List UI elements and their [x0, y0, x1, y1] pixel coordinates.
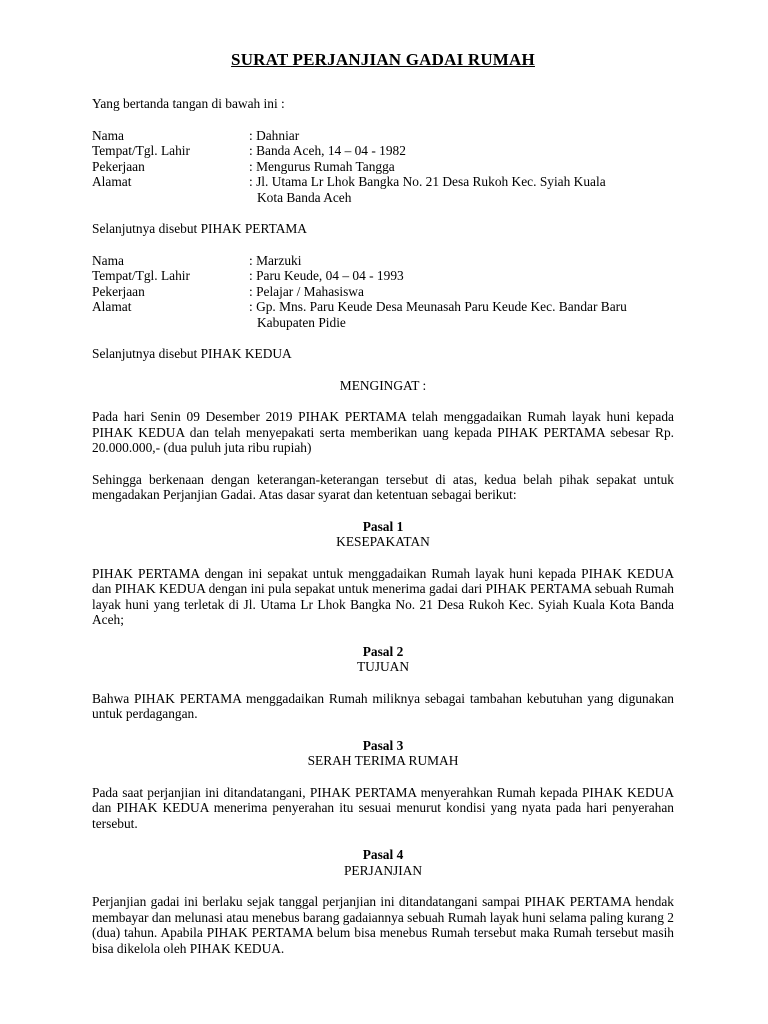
- party-two-address-row: [92, 299, 674, 330]
- document-page: [92, 50, 674, 956]
- pasal-section: [92, 644, 674, 722]
- party-one-job-row: [92, 159, 674, 175]
- pasal-section: [92, 519, 674, 628]
- address-line-2: Kota Banda Aceh: [257, 189, 352, 205]
- pasal-number: Pasal 2: [362, 643, 404, 659]
- field-label: Pekerjaan: [92, 158, 145, 174]
- party-two-name-row: [92, 253, 674, 269]
- pasal-heading: TUJUAN: [356, 659, 410, 674]
- pasal-heading: KESEPAKATAN: [336, 534, 430, 549]
- address-line-1: : Jl. Utama Lr Lhok Bangka No. 21 Desa Rukoh Kec. Syiah Kuala: [249, 174, 606, 189]
- address-line-1: : Gp. Mns. Paru Keude Desa Meunasah Paru Keude Kec. Bandar Baru: [249, 299, 627, 314]
- field-label: Alamat: [92, 174, 132, 189]
- party-one-birth-row: [92, 143, 674, 159]
- field-value: : Mengurus Rumah Tangga: [249, 158, 395, 174]
- mengingat-paragraph-2: Sehingga berkenaan dengan keterangan-keterangan tersebut di atas, kedua belah pihak sepakat untuk mengadakan Perjanjian Gadai. Atas dasar syarat dan ketentuan sebagai berikut:: [92, 471, 674, 502]
- field-value: : Marzuki: [249, 252, 302, 268]
- intro-text: Yang bertanda tangan di bawah ini :: [92, 96, 285, 111]
- document-title: SURAT PERJANJIAN GADAI RUMAH: [231, 50, 535, 69]
- pasal-number: Pasal 3: [362, 737, 404, 753]
- party-two-details: [92, 253, 674, 331]
- pasal-text: Perjanjian gadai ini berlaku sejak tanggal perjanjian ini ditandatangani sampai PIHAK PERTAMA hendak membayar dan melunasi atau menebus barang gadaiannya sebuah Rumah layak huni selama paling kurang 2 (dua) tahun. Apabila PIHAK PERTAMA belum bisa menebus Rumah tersebut maka Rumah tersebut masih bisa dikelola oleh PIHAK KEDUA.: [92, 894, 674, 956]
- address-line-2: Kabupaten Pidie: [257, 314, 346, 330]
- pasal-section: [92, 847, 674, 956]
- pasal-heading: PERJANJIAN: [343, 862, 423, 878]
- pasal-section: [92, 738, 674, 832]
- mengingat-heading: MENGINGAT :: [339, 377, 427, 393]
- field-value-wrap: [249, 299, 674, 330]
- party-one-details: [92, 128, 674, 206]
- party-one-referred: Selanjutnya disebut PIHAK PERTAMA: [92, 221, 307, 236]
- pasal-text: Bahwa PIHAK PERTAMA menggadaikan Rumah miliknya sebagai tambahan kebutuhan yang digunakan untuk perdagangan.: [92, 690, 674, 721]
- party-two-birth-row: [92, 268, 674, 284]
- pasal-number: Pasal 4: [362, 847, 404, 862]
- field-value-wrap: [249, 174, 674, 205]
- field-label: Nama: [92, 127, 124, 143]
- field-label: Pekerjaan: [92, 283, 145, 299]
- pasal-text: Pada saat perjanjian ini ditandatangani, PIHAK PERTAMA menyerahkan Rumah kepada PIHAK KEDUA dan PIHAK KEDUA menerima penyerahan itu sesuai menurut kondisi yang nyata pada hari penyerahan tersebut.: [92, 784, 674, 831]
- field-label: Tempat/Tgl. Lahir: [92, 268, 190, 283]
- field-value: : Banda Aceh, 14 – 04 - 1982: [249, 143, 406, 158]
- pasal-number: Pasal 1: [362, 518, 404, 534]
- pasal-heading: SERAH TERIMA RUMAH: [307, 753, 459, 768]
- pasal-text: PIHAK PERTAMA dengan ini sepakat untuk menggadaikan Rumah layak huni kepada PIHAK KEDUA dan PIHAK KEDUA dengan ini pula sepakat untuk menerima gadai dari PIHAK PERTAMA sebuah Rumah layak huni yang terletak di Jl. Utama Lr Lhok Bangka No. 21 Desa Rukoh Kec. Syiah Kuala Kota Banda Aceh;: [92, 565, 674, 627]
- field-label: Alamat: [92, 299, 132, 314]
- party-one-address-row: [92, 174, 674, 205]
- mengingat-paragraph-1: Pada hari Senin 09 Desember 2019 PIHAK PERTAMA telah menggadaikan Rumah layak huni kepada PIHAK KEDUA dan telah menyepakati serta memberikan uang kepada PIHAK PERTAMA sebesar Rp. 20.000.000,- (dua puluh juta ribu rupiah): [92, 409, 674, 455]
- party-two-job-row: [92, 284, 674, 300]
- field-label: Tempat/Tgl. Lahir: [92, 143, 190, 158]
- field-value: : Paru Keude, 04 – 04 - 1993: [249, 268, 404, 283]
- party-two-referred: Selanjutnya disebut PIHAK KEDUA: [92, 346, 292, 361]
- field-value: : Dahniar: [249, 127, 300, 143]
- party-one-name-row: [92, 128, 674, 144]
- field-value: : Pelajar / Mahasiswa: [249, 283, 364, 299]
- field-label: Nama: [92, 252, 124, 268]
